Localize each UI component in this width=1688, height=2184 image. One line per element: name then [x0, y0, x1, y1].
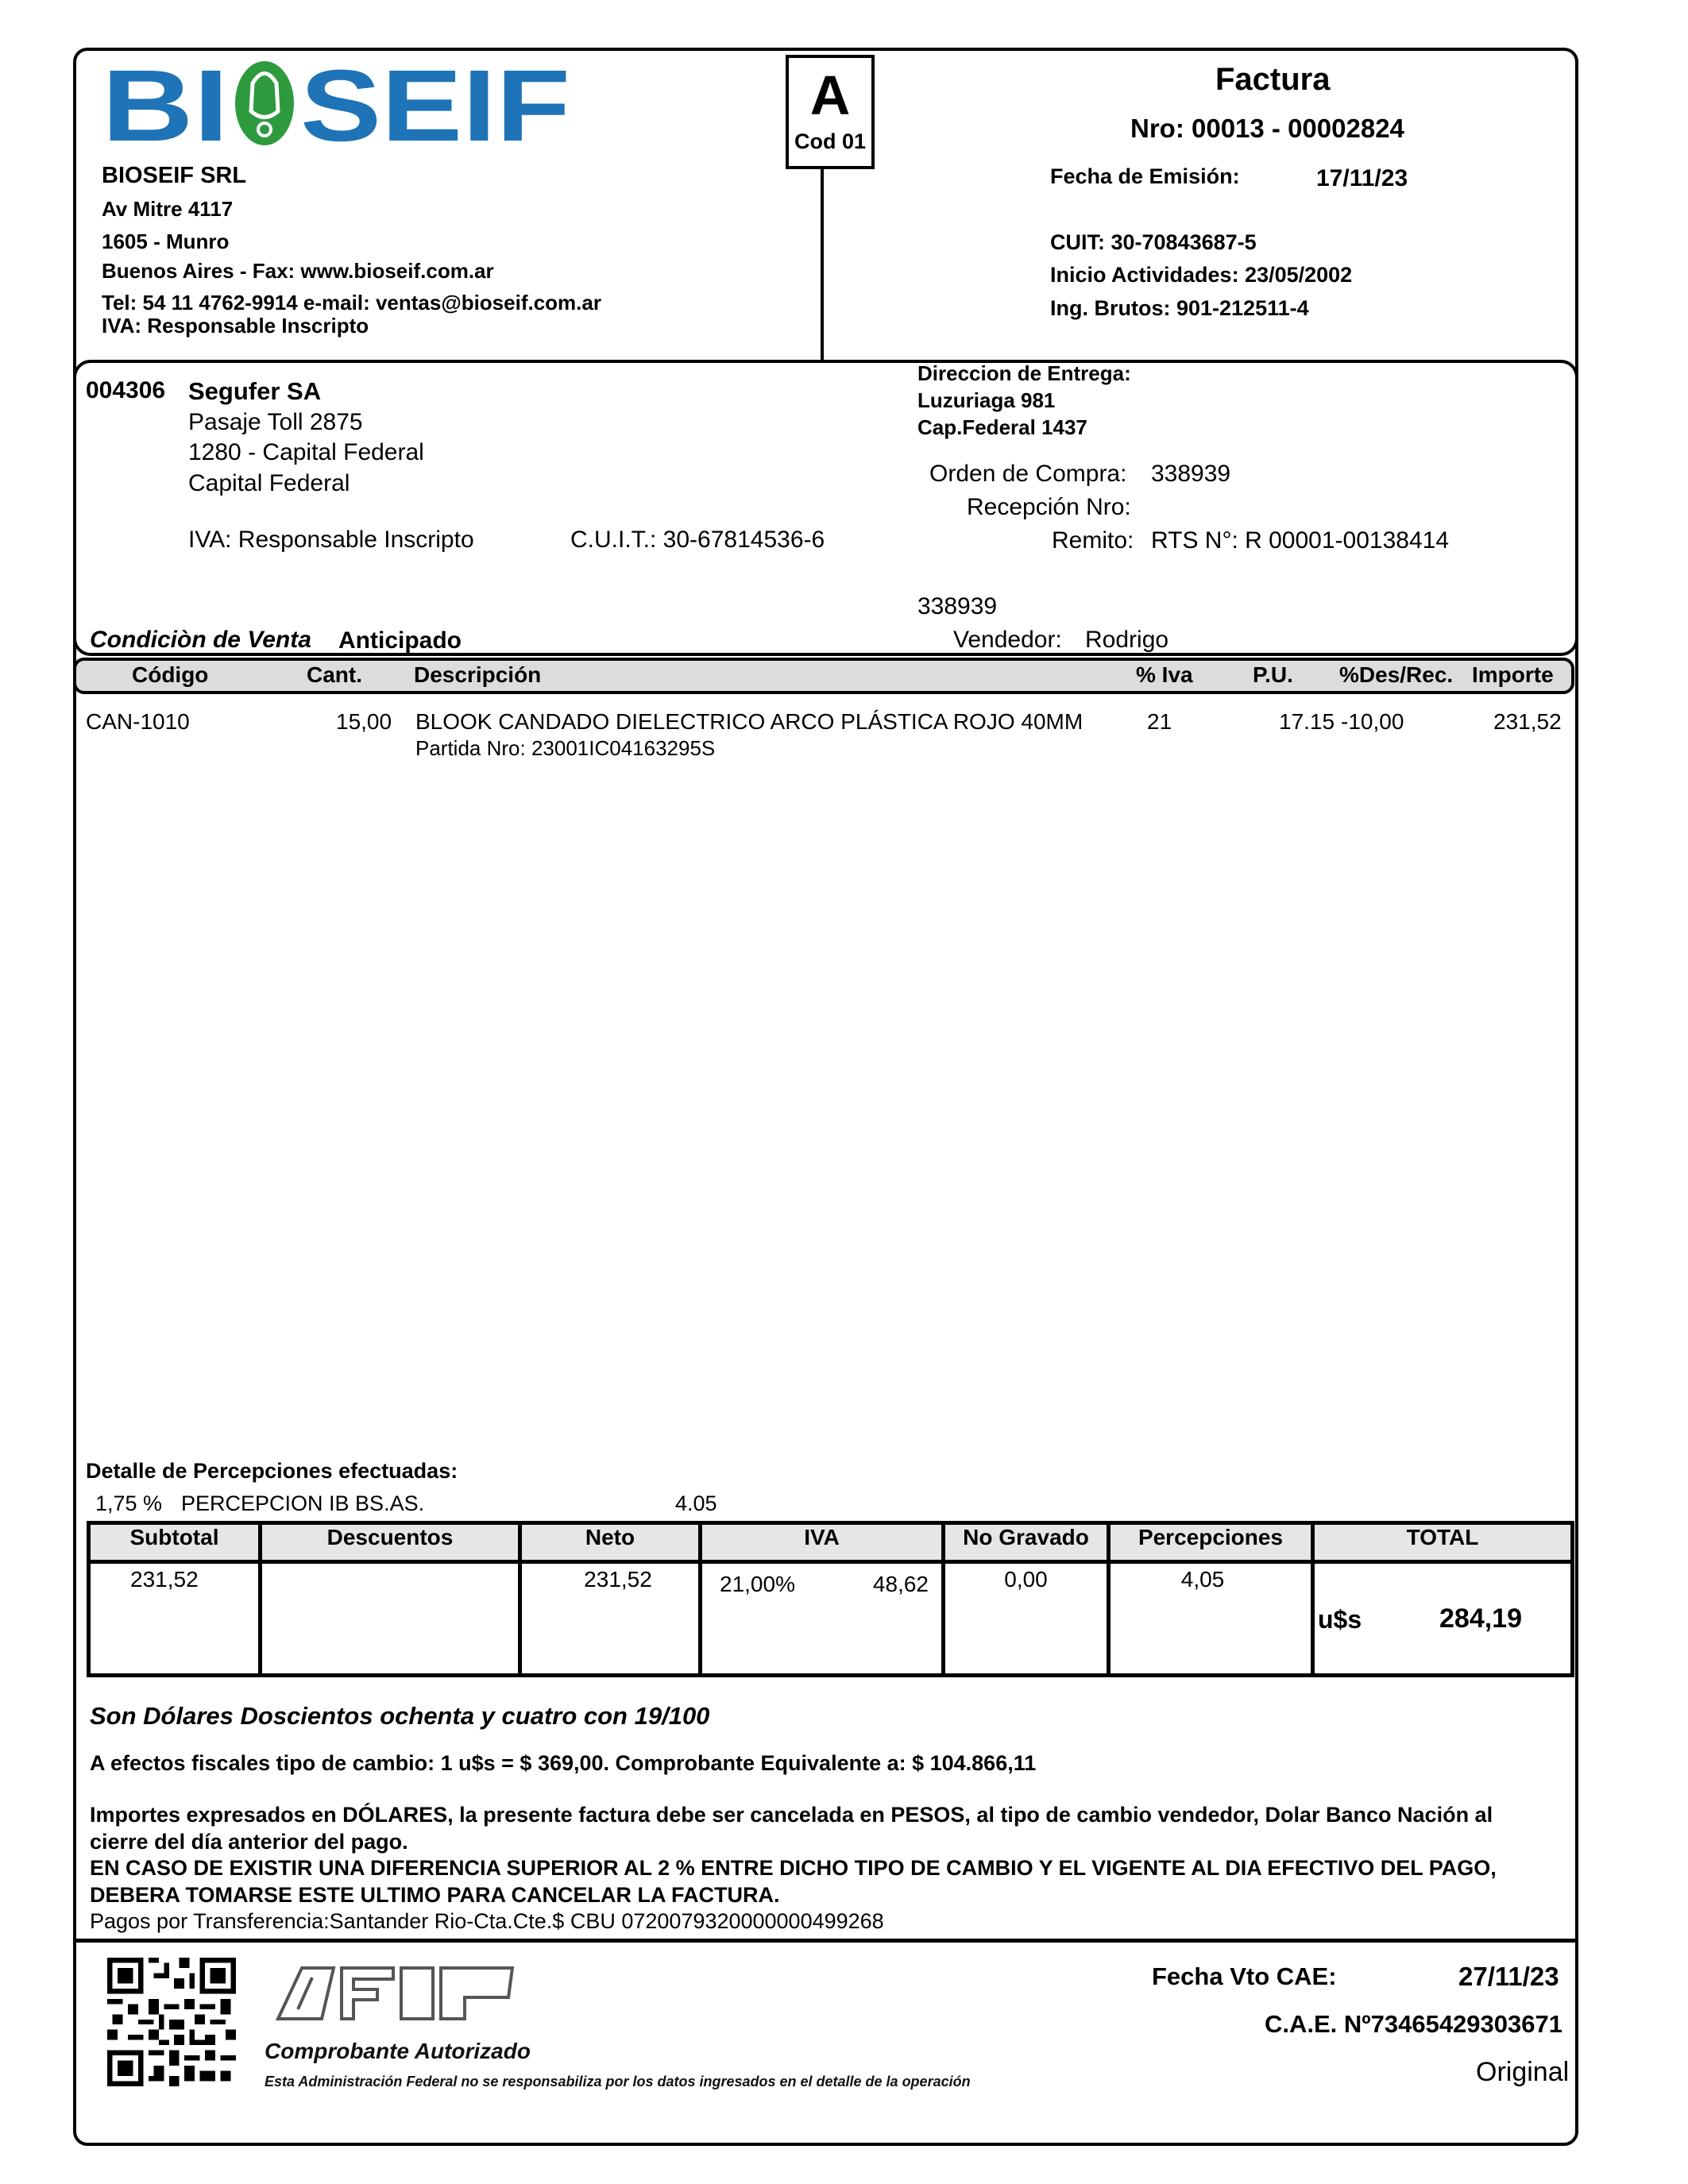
totals-header-subtotal: Subtotal — [89, 1523, 261, 1562]
exchange-note: A efectos fiscales tipo de cambio: 1 u$s = $ 369,00. Comprobante Equivalente a: $ 104.866,11 — [90, 1751, 1037, 1775]
issue-date-label: Fecha de Emisión: — [1050, 164, 1240, 188]
item-amount: 231,52 — [1493, 709, 1562, 734]
col-code: Código — [132, 662, 209, 687]
item-batch: Partida Nro: 23001IC04163295S — [415, 736, 716, 760]
afip-disclaimer: Esta Administración Federal no se responsabiliza por los datos ingresados en el detalle de la operación — [265, 2074, 971, 2089]
col-discount: %Des/Rec. — [1339, 662, 1454, 687]
totals-total-cell — [1313, 1562, 1573, 1676]
afip-logo — [274, 1962, 528, 2029]
totals-header-total: TOTAL — [1313, 1523, 1573, 1562]
cae-due-date: 27/11/23 — [1458, 1962, 1559, 1991]
customer-iva: IVA: Responsable Inscripto — [188, 527, 474, 553]
totals-header-iva: IVA — [701, 1523, 944, 1562]
totals-perceptions: 4,05 — [1109, 1562, 1313, 1676]
activity-start: Inicio Actividades: 23/05/2002 — [1050, 263, 1353, 287]
sale-condition-label: Condiciòn de Venta — [90, 627, 311, 653]
customer-address-1: Pasaje Toll 2875 — [188, 409, 363, 435]
remito-label: Remito: — [1052, 527, 1134, 554]
company-address-2: 1605 - Munro — [102, 230, 230, 253]
company-iva: IVA: Responsable Inscripto — [102, 314, 369, 338]
reference-number: 338939 — [917, 593, 998, 619]
invoice-type-code: Cod 01 — [794, 129, 867, 153]
gross-income: Ing. Brutos: 901-212511-4 — [1050, 296, 1309, 320]
item-unit-price: 17.15 — [1279, 709, 1335, 734]
invoice-type-box — [786, 55, 875, 169]
difference-note-2: DEBERA TOMARSE ESTE ULTIMO PARA CANCELAR LA FACTURA. — [90, 1883, 780, 1907]
totals-table — [87, 1521, 1574, 1677]
seller-cuit: CUIT: 30-70843687-5 — [1050, 230, 1257, 254]
company-contact: Tel: 54 11 4762-9914 e-mail: ventas@bioseif.com.ar — [102, 291, 601, 314]
difference-note-1: EN CASO DE EXISTIR UNA DIFERENCIA SUPERIOR AL 2 % ENTRE DICHO TIPO DE CAMBIO Y EL VIGENTE AL DIA EFECTIVO DEL PAGO, — [90, 1856, 1497, 1880]
totals-iva-rate: 21,00% — [720, 1572, 795, 1596]
seller-name: Rodrigo — [1085, 627, 1169, 653]
totals-header-discounts: Descuentos — [261, 1523, 520, 1562]
company-name: BIOSEIF SRL — [102, 163, 247, 188]
total-currency: u$s — [1318, 1605, 1362, 1634]
invoice-type-letter: A — [809, 64, 851, 126]
col-qty: Cant. — [307, 662, 362, 687]
svg-text:BI: BI — [102, 60, 229, 147]
remito-number: RTS N°: R 00001-00138414 — [1151, 527, 1450, 554]
amount-in-words: Son Dólares Doscientos ochenta y cuatro con 19/100 — [90, 1702, 710, 1730]
issue-date: 17/11/23 — [1316, 165, 1408, 191]
dollar-note-1: Importes expresados en DÓLARES, la presente factura debe ser cancelada en PESOS, al tipo de cambio vendedor, Dolar Banco Nación al — [90, 1803, 1493, 1827]
perception-name: PERCEPCION IB BS.AS. — [181, 1491, 425, 1515]
totals-net: 231,52 — [520, 1562, 701, 1676]
col-description: Descripción — [414, 662, 542, 687]
items-table-header — [73, 658, 1574, 694]
totals-header-net: Neto — [520, 1523, 701, 1562]
totals-header-perceptions: Percepciones — [1109, 1523, 1313, 1562]
item-discount: -10,00 — [1341, 709, 1404, 734]
totals-iva-amount: 48,62 — [872, 1572, 929, 1596]
company-address-3: Buenos Aires - Fax: www.bioseif.com.ar — [102, 259, 494, 283]
totals-no-gravado: 0,00 — [944, 1562, 1109, 1676]
delivery-line-2: Cap.Federal 1437 — [917, 415, 1087, 439]
sale-condition: Anticipado — [338, 627, 462, 654]
customer-name: Segufer SA — [188, 377, 322, 405]
perceptions-title: Detalle de Percepciones efectuadas: — [86, 1459, 458, 1483]
item-iva: 21 — [1147, 709, 1172, 734]
doc-title: Factura — [1215, 62, 1331, 97]
dollar-note-2: cierre del día anterior del pago. — [90, 1830, 408, 1854]
footer-divider — [73, 1939, 1575, 1943]
bioseif-logo — [102, 60, 570, 151]
header-divider — [821, 168, 824, 361]
col-unit-price: P.U. — [1253, 662, 1293, 687]
customer-address-3: Capital Federal — [188, 470, 350, 496]
col-iva: % Iva — [1136, 662, 1193, 687]
purchase-order-label: Orden de Compra: — [929, 461, 1127, 487]
logo-icon — [102, 60, 570, 147]
totals-iva-cell — [701, 1562, 944, 1676]
perception-amount: 4.05 — [675, 1491, 717, 1515]
payment-info: Pagos por Transferencia:Santander Rio-Cta.Cte.$ CBU 0720079320000000499268 — [90, 1909, 884, 1933]
company-address-1: Av Mitre 4117 — [102, 197, 234, 221]
customer-code: 004306 — [86, 377, 166, 403]
total-amount: 284,19 — [1439, 1603, 1522, 1634]
delivery-label: Direccion de Entrega: — [917, 361, 1131, 385]
totals-discounts — [261, 1562, 520, 1676]
item-qty: 15,00 — [336, 709, 392, 734]
customer-address-2: 1280 - Capital Federal — [188, 439, 424, 465]
totals-header-no-gravado: No Gravado — [944, 1523, 1109, 1562]
seller-label: Vendedor: — [953, 627, 1062, 653]
item-description: BLOOK CANDADO DIELECTRICO ARCO PLÁSTICA ROJO 40MM — [415, 709, 1083, 734]
afip-logo-icon — [274, 1962, 528, 2025]
delivery-line-1: Luzuriaga 981 — [917, 388, 1056, 412]
copy-label: Original — [1476, 2057, 1570, 2087]
doc-number: Nro: 00013 - 00002824 — [1130, 114, 1404, 143]
reception-label: Recepción Nro: — [967, 494, 1131, 520]
col-amount: Importe — [1472, 662, 1554, 687]
cae-due-label: Fecha Vto CAE: — [1152, 1962, 1337, 1990]
cae-number: C.A.E. Nº73465429303671 — [1265, 2010, 1562, 2038]
qr-code-icon — [107, 1958, 236, 2086]
customer-cuit: C.U.I.T.: 30-67814536-6 — [570, 527, 825, 553]
item-code: CAN-1010 — [86, 709, 190, 734]
purchase-order: 338939 — [1151, 461, 1231, 487]
totals-subtotal: 231,52 — [89, 1562, 261, 1676]
svg-text:SEIF: SEIF — [300, 60, 570, 147]
authorized-label: Comprobante Autorizado — [265, 2039, 531, 2063]
perception-rate: 1,75 % — [95, 1491, 163, 1515]
